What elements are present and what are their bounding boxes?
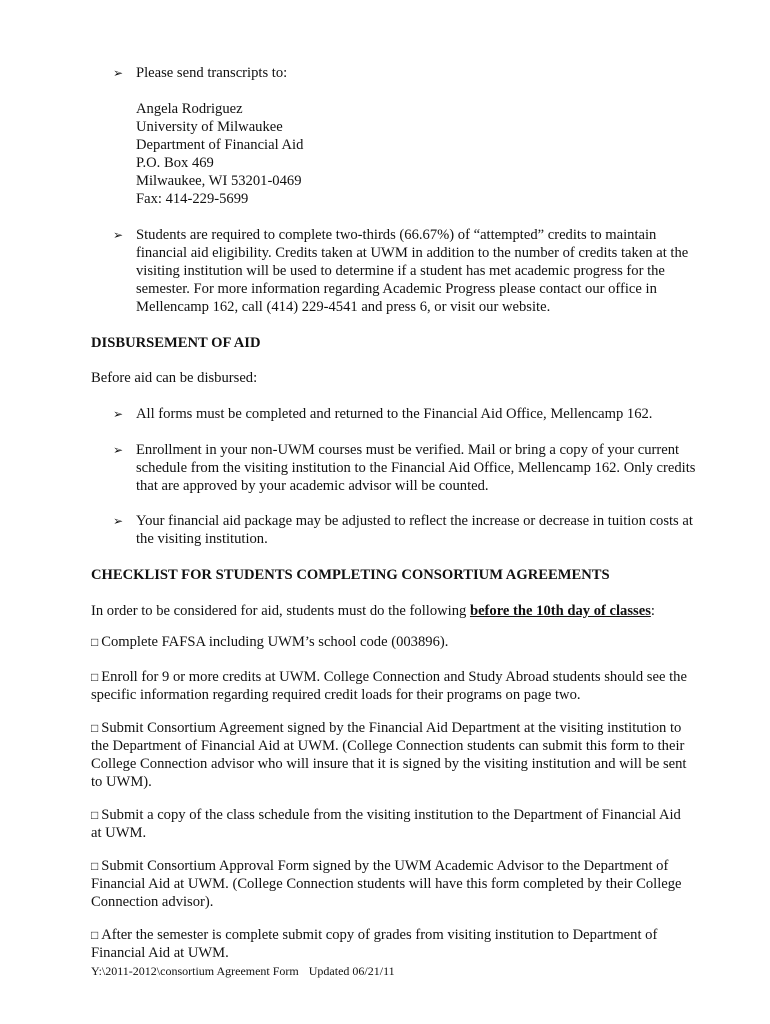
disbursement-heading: DISBURSEMENT OF AID: [91, 335, 261, 351]
address-line: Angela Rodriguez: [136, 101, 243, 117]
checklist-item-text: Complete FAFSA including UWM’s school code (003896).: [101, 634, 449, 650]
checklist-item: [91, 668, 691, 704]
checklist-item-text: Submit a copy of the class schedule from the visiting institution to the Department of Financial Aid at UWM.: [91, 807, 681, 841]
mailing-address: [136, 100, 536, 208]
checklist-item: [91, 806, 691, 842]
checkbox-icon: □: [91, 928, 99, 942]
disbursement-bullet-text: All forms must be completed and returned to the Financial Aid Office, Mellencamp 162.: [136, 406, 653, 422]
transcripts-bullet: [113, 64, 706, 82]
file-path: Y:\2011-2012\consortium Agreement Form: [91, 964, 299, 978]
checklist-intro-end: :: [650, 603, 655, 619]
checklist-item: [91, 719, 691, 791]
arrow-bullet-icon: ➢: [113, 407, 124, 421]
disbursement-bullet: [113, 512, 706, 548]
arrow-bullet-icon: ➢: [113, 443, 124, 457]
checkbox-icon: □: [91, 670, 99, 684]
checkbox-icon: □: [91, 859, 99, 873]
disbursement-intro: Before aid can be disbursed:: [91, 370, 258, 386]
checkbox-icon: □: [91, 721, 99, 735]
disbursement-bullet: [113, 441, 706, 495]
disbursement-bullet-text: Enrollment in your non-UWM courses must be verified. Mail or bring a copy of your current schedule from the visiting institution to the Financial Aid Office, Mellencamp 162. Only credits that are approved by your academic advisor will be counted.: [136, 442, 696, 494]
checklist-item: [91, 926, 691, 962]
checklist-heading: CHECKLIST FOR STUDENTS COMPLETING CONSORTIUM AGREEMENTS: [91, 567, 610, 583]
address-line: Milwaukee, WI 53201-0469: [136, 173, 302, 189]
arrow-bullet-icon: ➢: [113, 228, 124, 242]
address-line: P.O. Box 469: [136, 155, 214, 171]
checklist-item-text: Submit Consortium Agreement signed by the Financial Aid Department at the visiting institution to the Department of Financial Aid at UWM. (College Connection students can submit this form to their College Connection advisor who will insure that it is signed by the visiting institution and will be sent to UWM).: [91, 720, 687, 790]
arrow-bullet-icon: ➢: [113, 66, 124, 80]
arrow-bullet-icon: ➢: [113, 514, 124, 528]
academic-progress-bullet: [113, 226, 706, 316]
address-line: Fax: 414-229-5699: [136, 191, 249, 207]
deadline-emphasis: before the 10th day of classes: [469, 603, 651, 619]
updated-date: Updated 06/21/11: [308, 964, 395, 978]
checklist-intro: [91, 602, 691, 620]
address-line: Department of Financial Aid: [136, 137, 304, 153]
disbursement-bullet: [113, 405, 706, 423]
disbursement-bullet-text: Your financial aid package may be adjusted to reflect the increase or decrease in tuition costs at the visiting institution.: [136, 513, 693, 547]
checklist-item-text: After the semester is complete submit copy of grades from visiting institution to Department of Financial Aid at UWM.: [91, 927, 658, 961]
checkbox-icon: □: [91, 635, 99, 649]
checkbox-icon: □: [91, 808, 99, 822]
checklist-item-text: Submit Consortium Approval Form signed by the UWM Academic Advisor to the Department of Financial Aid at UWM. (College Connection students will have this form completed by their College Connection advisor).: [91, 858, 682, 910]
checklist-item: [91, 633, 691, 651]
page-footer: [91, 964, 395, 978]
checklist-intro-text: In order to be considered for aid, students must do the following: [91, 603, 470, 619]
academic-progress-text: Students are required to complete two-thirds (66.67%) of “attempted” credits to maintain financial aid eligibility. Credits taken at UWM in addition to the number of credits taken at the visiting institution will be used to determine if a student has met academic progress for the semester. For more information regarding Academic Progress please contact our office in Mellencamp 162, call (414) 229-4541 and press 6, or visit our website.: [136, 227, 689, 315]
checklist-item-text: Enroll for 9 or more credits at UWM. College Connection and Study Abroad students should see the specific information regarding required credit loads for their programs on page two.: [91, 669, 687, 703]
transcripts-label: Please send transcripts to:: [136, 65, 288, 81]
checklist-item: [91, 857, 691, 911]
address-line: University of Milwaukee: [136, 119, 283, 135]
